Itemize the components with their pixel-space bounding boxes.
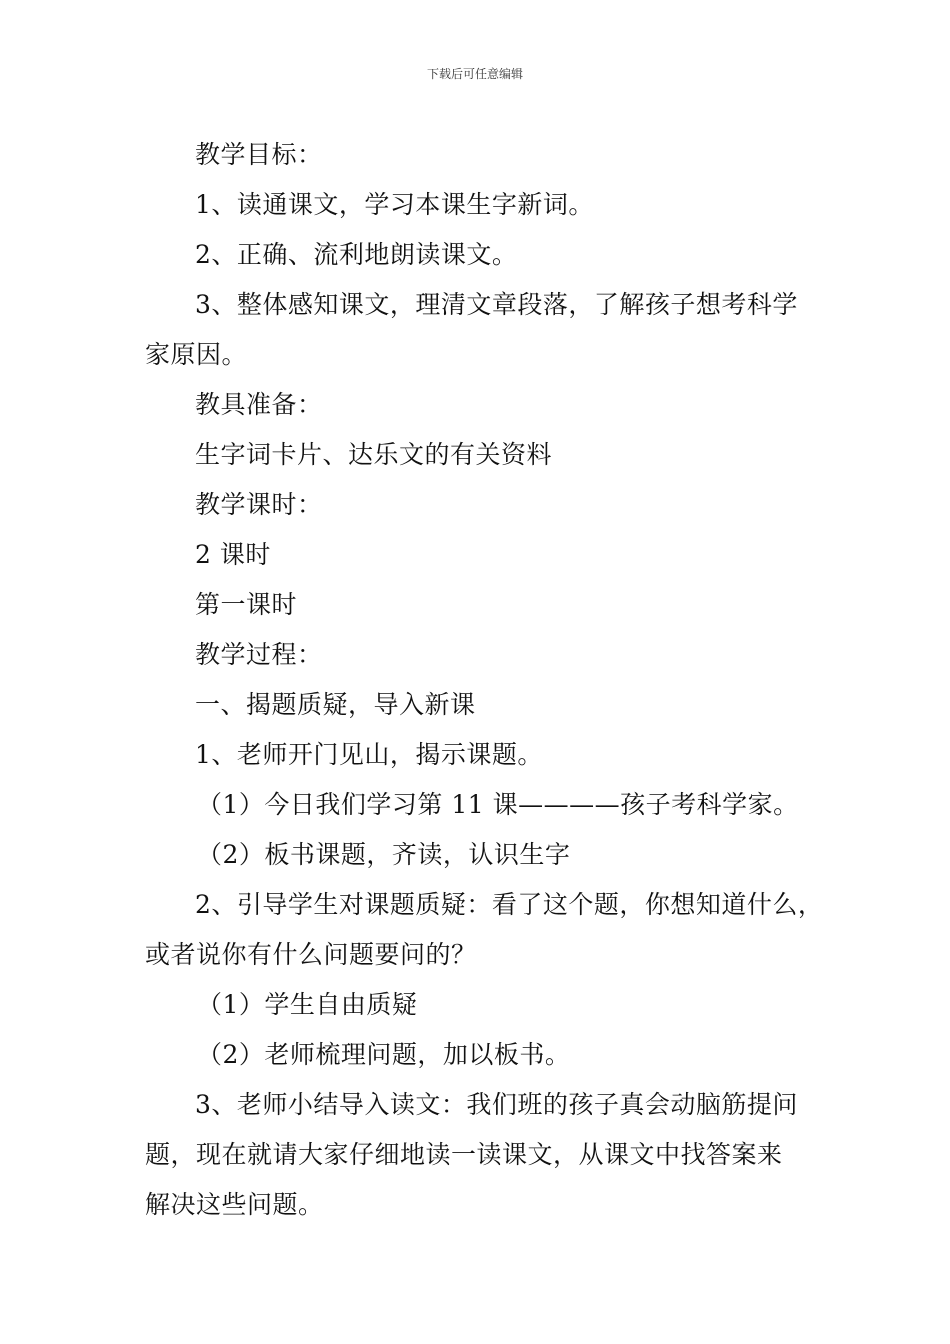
text-line: 2 课时	[195, 540, 271, 569]
text-line: 题，现在就请大家仔细地读一读课文，从课文中找答案来	[145, 1140, 783, 1169]
text-line: （2）板书课题，齐读，认识生字	[197, 840, 571, 869]
text-line: 解决这些问题。	[145, 1190, 324, 1219]
text-line: 教学过程：	[195, 640, 323, 669]
text-line: 3、整体感知课文，理清文章段落，了解孩子想考科学	[195, 290, 798, 319]
text-line: 家原因。	[145, 340, 248, 369]
text-line: 3、老师小结导入读文：我们班的孩子真会动脑筋提问	[195, 1090, 798, 1119]
text-line: 一、揭题质疑，导入新课	[195, 690, 476, 719]
text-line: （2）老师梳理问题，加以板书。	[197, 1040, 571, 1069]
page-header: 下载后可任意编辑	[426, 67, 523, 81]
text-line: （1）学生自由质疑	[197, 990, 418, 1019]
text-line: 第一课时	[195, 590, 298, 619]
text-line: 教具准备：	[195, 390, 323, 419]
text-line: 1、读通课文，学习本课生字新词。	[195, 190, 594, 219]
text-line: 1、老师开门见山，揭示课题。	[195, 740, 543, 769]
text-line: （1）今日我们学习第 11 课————孩子考科学家。	[197, 790, 799, 819]
text-line: 生字词卡片、达乐文的有关资料	[195, 440, 553, 469]
text-line: 教学目标：	[195, 140, 323, 169]
text-line: 2、引导学生对课题质疑：看了这个题，你想知道什么，	[195, 890, 824, 919]
text-line: 或者说你有什么问题要问的？	[145, 940, 477, 969]
document-body	[145, 130, 824, 1230]
text-line: 2、正确、流利地朗读课文。	[195, 240, 518, 269]
text-line: 教学课时：	[195, 490, 323, 519]
